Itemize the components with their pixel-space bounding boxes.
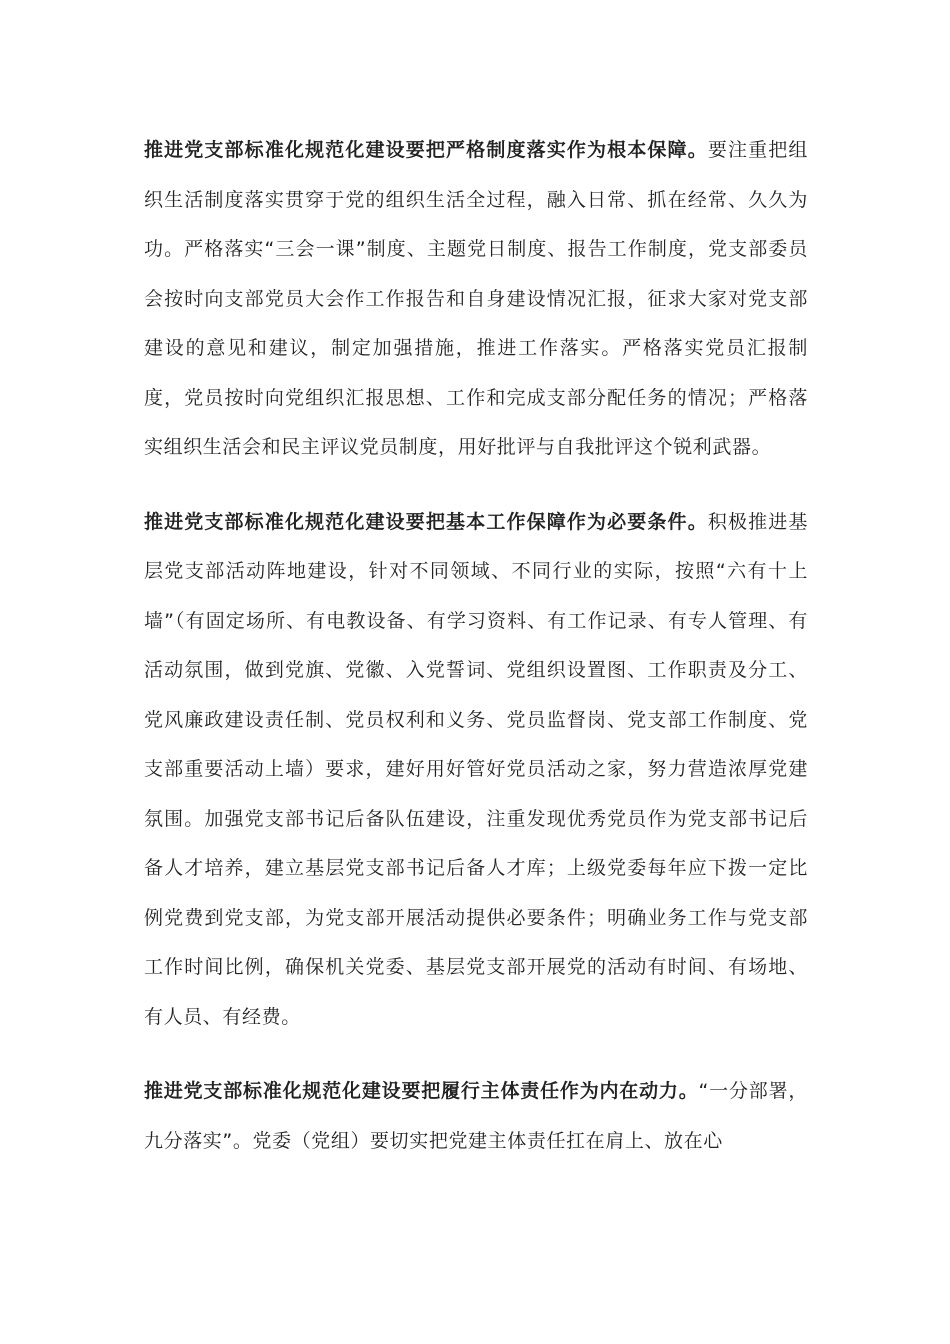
paragraph-institution-guarantee <box>144 126 808 473</box>
paragraph-body: “一分部署，九分落实”。党委（党组）要切实把党建主体责任扛在肩上、放在心 <box>144 1080 808 1152</box>
document-page <box>144 126 808 1191</box>
paragraph-lead: 推进党支部标准化规范化建设要把履行主体责任作为内在动力。 <box>144 1080 699 1102</box>
paragraph-work-guarantee <box>144 498 808 1043</box>
paragraph-body: 要注重把组织生活制度落实贯穿于党的组织生活全过程，融入日常、抓在经常、久久为功。严格落实“三会一课”制度、主题党日制度、报告工作制度，党支部委员会按时向支部党员大会作工作报告和自身建设情况汇报，征求大家对党支部建设的意见和建议，制定加强措施，推进工作落实。严格落实党员汇报制度，党员按时向党组织汇报思想、工作和完成支部分配任务的情况；严格落实组织生活会和民主评议党员制度，用好批评与自我批评这个锐利武器。 <box>144 139 808 458</box>
paragraph-body: 积极推进基层党支部活动阵地建设，针对不同领域、不同行业的实际，按照“六有十上墙”（有固定场所、有电教设备、有学习资料、有工作记录、有专人管理、有活动氛围，做到党旗、党徽、入党誓词、党组织设置图、工作职责及分工、党风廉政建设责任制、党员权利和义务、党员监督岗、党支部工作制度、党支部重要活动上墙）要求，建好用好管好党员活动之家，努力营造浓厚党建氛围。加强党支部书记后备队伍建设，注重发现优秀党员作为党支部书记后备人才培养，建立基层党支部书记后备人才库；上级党委每年应下拨一定比例党费到党支部，为党支部开展活动提供必要条件；明确业务工作与党支部工作时间比例，确保机关党委、基层党支部开展党的活动有时间、有场地、有人员、有经费。 <box>144 510 808 1028</box>
paragraph-lead: 推进党支部标准化规范化建设要把严格制度落实作为根本保障。 <box>144 139 708 161</box>
paragraph-lead: 推进党支部标准化规范化建设要把基本工作保障作为必要条件。 <box>144 510 708 533</box>
paragraph-main-responsibility <box>144 1067 808 1166</box>
